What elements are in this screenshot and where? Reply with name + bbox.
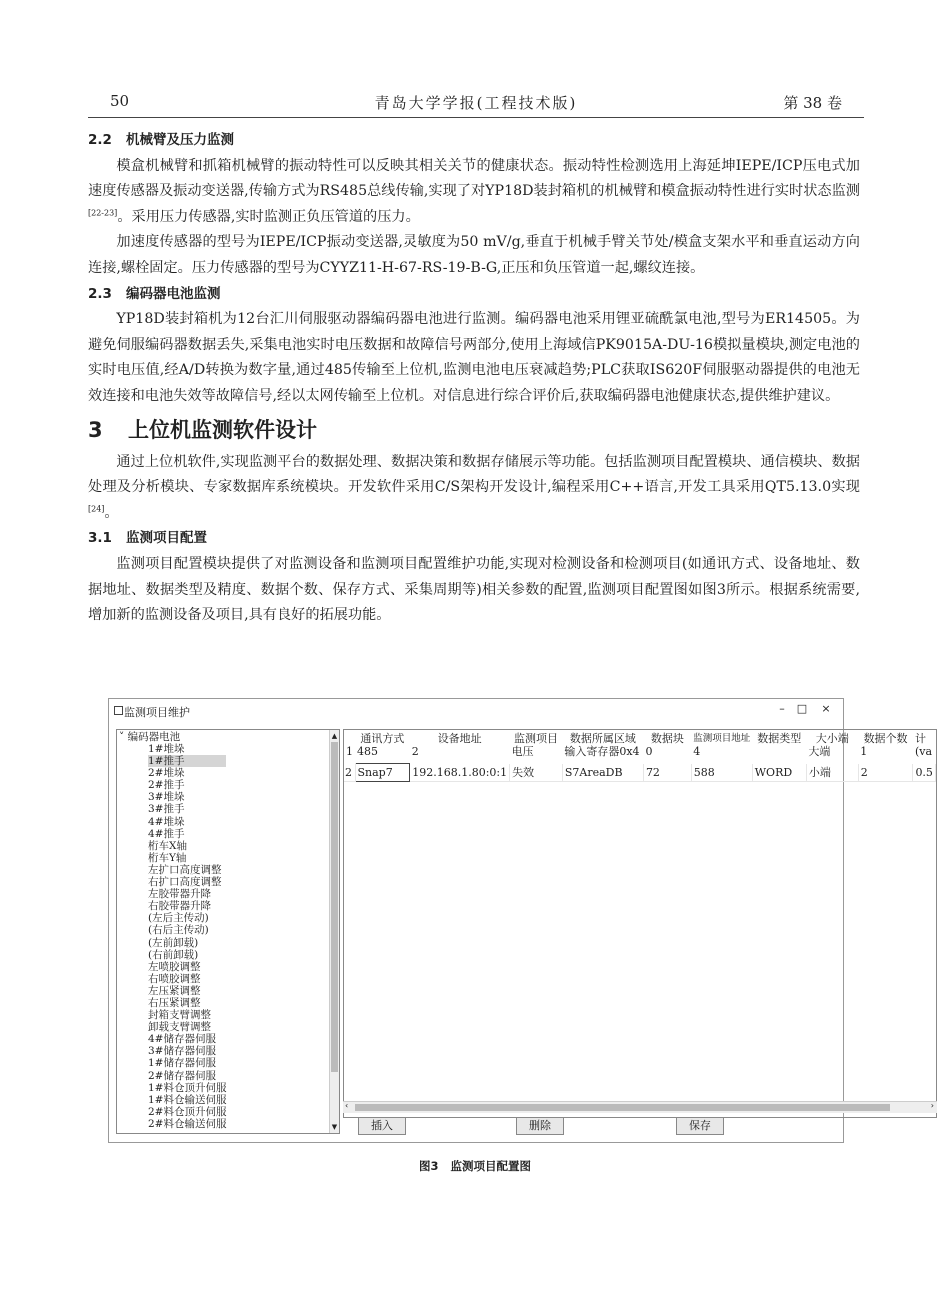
citation: [22-23] [88, 208, 118, 218]
tree-item[interactable]: 右喷胶调整 [148, 972, 201, 985]
section-heading-3-1: 3.1 监测项目配置 [88, 530, 207, 547]
column-header[interactable]: 大小端 大端 [808, 732, 849, 758]
tree-item[interactable]: 2#料仓输送伺服 [148, 1117, 227, 1130]
tree-item[interactable]: 桁车X轴 [148, 839, 187, 852]
config-grid[interactable] [343, 729, 937, 1118]
grid-cell[interactable]: Snap7 [355, 764, 410, 782]
journal-title: 青岛大学学报(工程技术版) [374, 94, 578, 112]
scroll-left-icon[interactable]: ‹ [345, 1101, 349, 1110]
figure-caption-text: 监测项目配置图 [450, 1159, 531, 1173]
device-tree[interactable] [116, 729, 340, 1134]
tree-item[interactable]: 1#储存器伺服 [148, 1057, 216, 1070]
grid-cell[interactable]: 2 [858, 764, 913, 782]
tree-item[interactable]: (左后主传动) [148, 912, 209, 925]
tree-item[interactable]: 2#推手 [148, 779, 185, 792]
window-title: 监测项目维护 [124, 706, 190, 719]
tree-item[interactable]: 2#堆垛 [148, 767, 185, 780]
table-row[interactable] [344, 764, 936, 782]
row-number-header: 1 [346, 745, 353, 758]
tree-item[interactable]: 3#堆垛 [148, 791, 185, 804]
tree-item[interactable]: 卸载支臂调整 [148, 1021, 211, 1034]
grid-cell[interactable]: 588 [691, 764, 752, 782]
body-text [88, 128, 860, 629]
minimize-button[interactable]: – [779, 702, 785, 715]
grid-scroll-thumb[interactable] [355, 1104, 890, 1111]
tree-item[interactable]: 3#推手 [148, 803, 185, 816]
column-header[interactable]: 数据类型 [757, 732, 802, 745]
grid-cell[interactable]: S7AreaDB [562, 764, 643, 782]
tree-item[interactable]: 1#堆垛 [148, 743, 185, 755]
tree-item[interactable]: 左压紧调整 [148, 984, 201, 997]
header-rule [88, 117, 864, 118]
tree-item[interactable]: 左胶带器升降 [148, 888, 211, 901]
window-titlebar [109, 699, 843, 723]
delete-button[interactable]: 删除 [516, 1117, 564, 1135]
page-number: 50 [110, 92, 130, 110]
column-header[interactable]: 监测项目地址 4 [693, 733, 751, 758]
section-heading-2-3: 2.3 编码器电池监测 [88, 285, 221, 302]
tree-item[interactable]: 封箱支臂调整 [148, 1009, 211, 1022]
tree-items [148, 743, 226, 1130]
column-header[interactable]: 计 (va [914, 732, 933, 758]
grid-hscrollbar[interactable] [343, 1101, 937, 1113]
tree-item[interactable]: (右后主传动) [148, 924, 209, 937]
figure-caption [0, 1158, 950, 1174]
close-button[interactable]: × [821, 702, 831, 715]
monitor-config-window [108, 698, 934, 1143]
tree-item[interactable]: 2#料仓顶升伺服 [148, 1105, 227, 1118]
paragraph: 模盒机械臂和抓箱机械臂的振动特性可以反映其相关关节的健康状态。振动特性检测选用上海延坤IEPE/ICP压电式加速度传感器及振动变送器,传输方式为RS485总线传输,实现了对YP18D装封箱机的机械臂和模盒振动特性进行实时状态监测[22-23]。采用压力传感器,实时监测正负压管道的压力。 [88, 157, 860, 225]
paragraph: 监测项目配置模块提供了对监测设备和监测项目配置维护功能,实现对检测设备和检测项目(如通讯方式、设备地址、数据地址、数据类型及精度、数据个数、保存方式、采集周期等)相关参数的配置,监测项目配置图如图3所示。根据系统需要,增加新的监测设备及项目,具有良好的拓展功能。 [88, 555, 860, 624]
paragraph: 通过上位机软件,实现监测平台的数据处理、数据决策和数据存储展示等功能。包括监测项目配置模块、通信模块、数据处理及分析模块、专家数据库系统模块。开发软件采用C/S架构开发设计,编程采用C++语言,开发工具采用QT5.13.0实现[24]。 [88, 453, 860, 521]
column-header[interactable]: 监测项目 电压 [511, 732, 558, 758]
tree-item[interactable]: 2#储存器伺服 [148, 1069, 216, 1082]
section-heading-2-2: 2.2 机械臂及压力监测 [88, 132, 234, 148]
citation: [24] [88, 503, 105, 513]
save-button[interactable]: 保存 [676, 1117, 724, 1135]
app-icon [114, 706, 123, 715]
scroll-up-icon[interactable]: ▲ [331, 732, 338, 740]
tree-item[interactable]: 左扩口高度调整 [148, 863, 222, 876]
grid-cell[interactable]: 72 [643, 764, 691, 782]
tree-item[interactable]: 4#储存器伺服 [148, 1033, 216, 1046]
grid-cell[interactable]: WORD [752, 764, 806, 782]
scroll-right-icon[interactable]: › [930, 1101, 934, 1110]
tree-item[interactable]: 左喷胶调整 [148, 960, 201, 973]
scroll-down-icon[interactable]: ▼ [331, 1122, 338, 1131]
tree-item[interactable]: 1#料仓顶升伺服 [148, 1081, 227, 1094]
maximize-button[interactable]: □ [796, 702, 808, 715]
tree-item[interactable]: 3#储存器伺服 [148, 1045, 216, 1058]
tree-item[interactable]: 右压紧调整 [148, 996, 201, 1009]
tree-item[interactable]: 桁车Y轴 [148, 851, 187, 864]
tree-item[interactable]: 右胶带器升降 [148, 900, 211, 913]
running-header [110, 92, 842, 118]
row-number: 2 [344, 764, 355, 782]
tree-scrollbar[interactable] [329, 730, 339, 1133]
column-header[interactable]: 数据块 0 [645, 732, 684, 758]
tree-item[interactable]: 右扩口高度调整 [148, 876, 222, 889]
column-header[interactable]: 数据个数 1 [860, 732, 908, 758]
tree-scroll-thumb[interactable] [331, 742, 338, 1072]
grid-cell[interactable]: 192.168.1.80:0:1 [410, 764, 510, 782]
grid-cell[interactable]: 失效 [510, 764, 563, 782]
tree-item[interactable]: 1#推手 [148, 755, 226, 767]
tree-item[interactable]: (右前卸载) [148, 948, 199, 961]
tree-item[interactable]: 4#堆垛 [148, 815, 185, 828]
section-heading-3: 3 上位机监测软件设计 [88, 417, 317, 442]
volume-label: 第 38 卷 [783, 94, 842, 112]
tree-item[interactable]: 4#推手 [148, 827, 185, 840]
grid-cell[interactable]: 0.5 [913, 764, 936, 782]
figure-label: 图3 [418, 1159, 439, 1173]
tree-item[interactable]: (左前卸载) [148, 936, 199, 949]
paragraph: 加速度传感器的型号为IEPE/ICP振动变送器,灵敏度为50 mV/g,垂直于机械手臂关节处/模盒支架水平和垂直运动方向连接,螺栓固定。压力传感器的型号为CYYZ11-H-67-RS-19-B-G,正压和负压管道一起,螺纹连接。 [88, 234, 860, 276]
tree-item[interactable]: 1#料仓输送伺服 [148, 1093, 227, 1106]
column-header[interactable]: 设备地址 2 [411, 732, 482, 758]
insert-button[interactable]: 插入 [358, 1117, 406, 1135]
tree-root[interactable]: ˅ 编码器电池 [119, 731, 181, 743]
grid-cell[interactable]: 小端 [806, 764, 858, 782]
column-header[interactable]: 数据所属区域 输入寄存器0x4 [564, 732, 640, 758]
column-header[interactable]: 通讯方式 485 [357, 732, 405, 758]
paragraph: YP18D装封箱机为12台汇川伺服驱动器编码器电池进行监测。编码器电池采用锂亚硫酰氯电池,型号为ER14505。为避免伺服编码器数据丢失,采集电池实时电压数据和故障信号两部分,使用上海域信PK9015A-DU-16模拟量模块,测定电池的实时电压值,经A/D转换为数字量,通过485传输至上位机,监测电池电压衰减趋势;PLC获取IS620F伺服驱动器提供的电池无效连接和电池失效等故障信号,经以太网传输至上位机。对信息进行综合评价后,获取编码器电池健康状态,提供维护建议。 [88, 311, 860, 404]
